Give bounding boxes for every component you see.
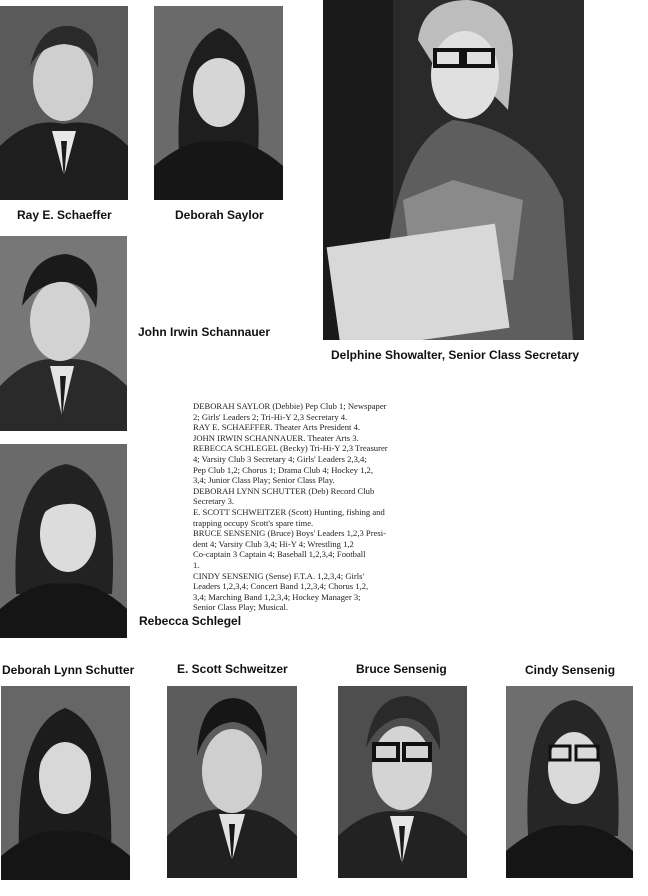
bio-line: 2; Girls' Leaders 2; Tri-Hi-Y 2,3 Secretary 4.	[193, 411, 348, 422]
portrait-rebecca-schlegel	[0, 444, 127, 638]
bio-line: RAY E. SCHAEFFER. Theater Arts President 4.	[193, 422, 361, 433]
bio-line: Pep Club 1,2; Chorus 1; Drama Club 4; Hockey 1,2,	[193, 464, 373, 475]
caption-rebecca-schlegel: Rebecca Schlegel	[139, 614, 242, 628]
bio-line: 3,4; Junior Class Play; Senior Class Play.	[193, 475, 335, 486]
caption-john-schannauer: John Irwin Schannauer	[138, 325, 271, 339]
caption-ray-schaeffer: Ray E. Schaeffer	[17, 208, 112, 222]
bio-line: Co-captain 3 Captain 4; Baseball 1,2,3,4; Football	[193, 549, 366, 560]
portrait-ray-schaeffer	[0, 6, 128, 200]
portrait-deborah-schutter	[1, 686, 130, 880]
bio-line: JOHN IRWIN SCHANNAUER. Theater Arts 3.	[193, 432, 359, 443]
portrait-cindy-sensenig	[506, 686, 633, 878]
caption-scott-schweitzer: E. Scott Schweitzer	[177, 662, 288, 676]
caption-delphine-showalter: Delphine Showalter, Senior Class Secretary	[331, 348, 580, 362]
caption-cindy-sensenig: Cindy Sensenig	[525, 663, 616, 677]
bio-line: BRUCE SENSENIG (Bruce) Boys' Leaders 1,2,3 Presi-	[193, 528, 386, 539]
bio-line: 1.	[193, 559, 200, 570]
bio-line: REBECCA SCHLEGEL (Becky) Tri-Hi-Y 2,3 Treasurer	[193, 443, 388, 454]
caption-deborah-schutter: Deborah Lynn Schutter	[2, 663, 135, 677]
bio-line: DEBORAH SAYLOR (Debbie) Pep Club 1; Newspaper	[193, 401, 387, 411]
bio-line: Senior Class Play; Musical.	[193, 602, 289, 613]
bio-line: trapping occupy Scott's spare time.	[193, 517, 314, 528]
bio-line: 3,4; Marching Band 1,2,3,4; Hockey Manager 3;	[193, 591, 361, 602]
bio-line: E. SCOTT SCHWEITZER (Scott) Hunting, fishing and	[193, 506, 385, 517]
bio-line: 4; Varsity Club 3 Secretary 4; Girls' Leaders 2,3,4;	[193, 453, 367, 464]
bio-line: Leaders 1,2,3,4; Concert Band 1,2,3,4; Chorus 1,2,	[193, 581, 369, 592]
bio-line: Secretary 3.	[193, 496, 235, 507]
bio-line: DEBORAH LYNN SCHUTTER (Deb) Record Club	[193, 485, 375, 496]
portrait-deborah-saylor	[154, 6, 283, 200]
caption-bruce-sensenig: Bruce Sensenig	[356, 662, 447, 676]
bio-line: dent 4; Varsity Club 3,4; Hi-Y 4; Wrestling 1,2	[193, 538, 354, 549]
bio-line: CINDY SENSENIG (Sense) F.T.A. 1,2,3,4; Girls'	[193, 570, 365, 581]
portrait-john-schannauer	[0, 236, 127, 431]
portrait-delphine-showalter	[323, 0, 584, 340]
portrait-scott-schweitzer	[167, 686, 297, 878]
caption-deborah-saylor: Deborah Saylor	[175, 208, 264, 222]
senior-biographies	[193, 401, 443, 613]
portrait-bruce-sensenig	[338, 686, 467, 878]
